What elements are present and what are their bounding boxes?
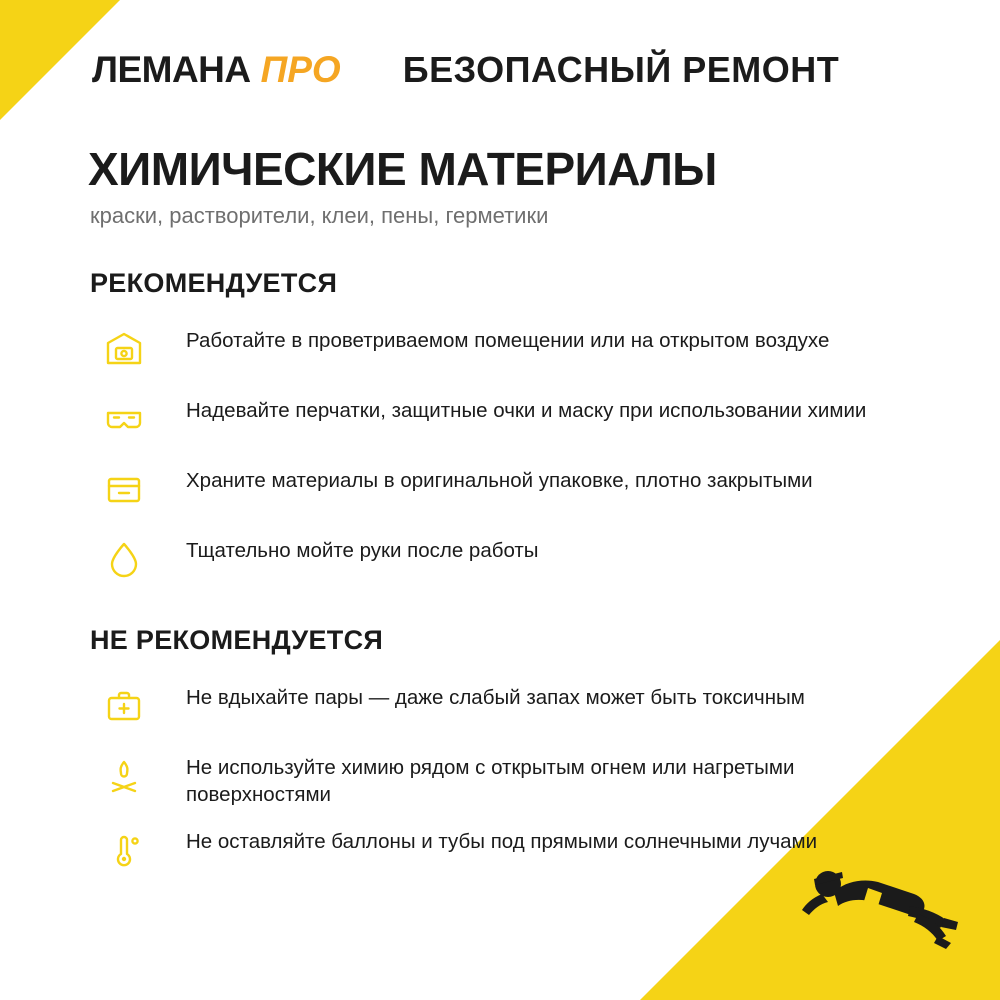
list-item-text: Надевайте перчатки, защитные очки и маску при использовании химии bbox=[186, 399, 867, 422]
list-item-text: Не вдыхайте пары — даже слабый запах может быть токсичным bbox=[186, 686, 805, 709]
section-recommended bbox=[88, 268, 918, 601]
header-title: БЕЗОПАСНЫЙ РЕМОНТ bbox=[402, 49, 840, 90]
page-subtitle: краски, растворители, клеи, пены, герметики bbox=[90, 203, 549, 228]
list-item-text: Не используйте химию рядом с открытым огнем или нагретыми поверхностями bbox=[186, 756, 795, 806]
logo-text-pro: ПРО bbox=[260, 49, 341, 90]
list-item bbox=[88, 391, 918, 447]
ventilation-window-icon bbox=[96, 321, 152, 377]
header bbox=[0, 40, 1000, 100]
list-item bbox=[88, 321, 918, 377]
list-item bbox=[88, 678, 918, 734]
storage-box-icon bbox=[96, 461, 152, 517]
safety-goggles-icon bbox=[96, 391, 152, 447]
list-item bbox=[88, 531, 918, 587]
list-item bbox=[88, 748, 918, 808]
open-flame-icon bbox=[96, 748, 152, 804]
section-heading-not-recommended: НЕ РЕКОМЕНДУЕТСЯ bbox=[90, 625, 384, 655]
section-not-recommended bbox=[88, 625, 918, 892]
page-title: ХИМИЧЕСКИЕ МАТЕРИАЛЫ bbox=[88, 143, 717, 195]
list-item-text: Не оставляйте баллоны и тубы под прямыми солнечными лучами bbox=[186, 830, 818, 853]
list-item bbox=[88, 461, 918, 517]
thermometer-sun-icon bbox=[96, 822, 152, 878]
list-item bbox=[88, 822, 918, 878]
logo-text-lemana: ЛЕМАНА bbox=[92, 49, 251, 90]
list-item-text: Работайте в проветриваемом помещении или на открытом воздухе bbox=[186, 329, 830, 352]
section-heading-recommended: РЕКОМЕНДУЕТСЯ bbox=[90, 268, 338, 298]
flying-worker-mascot bbox=[798, 848, 968, 958]
water-drop-icon bbox=[96, 531, 152, 587]
list-item-text: Храните материалы в оригинальной упаковке, плотно закрытыми bbox=[186, 469, 813, 492]
first-aid-kit-icon bbox=[96, 678, 152, 734]
list-item-text: Тщательно мойте руки после работы bbox=[186, 539, 539, 562]
brand-logo bbox=[92, 49, 341, 91]
